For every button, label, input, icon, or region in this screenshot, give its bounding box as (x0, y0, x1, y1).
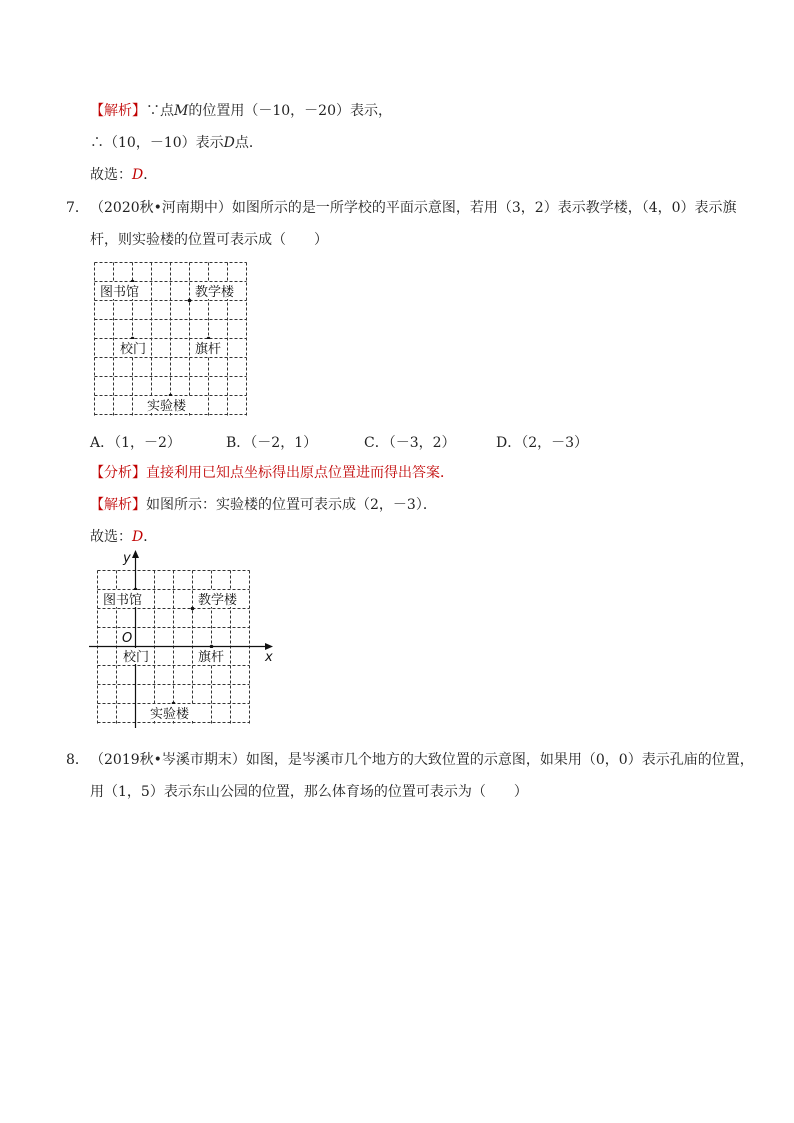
fenxi-text: 直接利用已知点坐标得出原点位置进而得出答案． (146, 465, 454, 481)
q7-stem-line2: 杆，则实验楼的位置可表示成（ ） (90, 232, 328, 248)
question-number-8: 8． (66, 752, 89, 768)
school-gate-label: 校门 (120, 342, 147, 357)
flagpole-label: 旗杆 (198, 650, 225, 665)
q6-therefore-line (90, 134, 263, 152)
jiexi-tag: 【解析】 (90, 497, 146, 513)
q8-stem-line2: 用（1，5）表示东山公园的位置，那么体育场的位置可表示为（ ） (90, 784, 528, 800)
q7-jiexi-line (90, 496, 437, 514)
question-number-7: 7． (66, 200, 89, 216)
q7-answer-line (90, 528, 157, 546)
answer-prefix: 故选： (90, 167, 132, 183)
point-d-label: D (223, 135, 235, 151)
school-map-figure (94, 262, 250, 416)
answer-suffix: ． (143, 167, 158, 183)
library-label: 图书馆 (100, 285, 140, 300)
analysis-text-2: 的位置用（－10，－20）表示， (188, 103, 392, 119)
answer-prefix: 故选： (90, 529, 132, 545)
answer-choice: D (132, 167, 144, 183)
option-b: B．（－2，1） (226, 435, 318, 451)
x-axis-arrow (265, 643, 273, 650)
fenxi-tag: 【分析】 (90, 465, 146, 481)
teaching-building-label: 教学楼 (195, 285, 235, 300)
teaching-building-label: 教学楼 (198, 593, 238, 608)
therefore-text: ∴（10，－10）表示 (90, 135, 224, 151)
flagpole-label: 旗杆 (195, 342, 222, 357)
analysis-text: ∵点 (146, 103, 174, 119)
point-m-label: M (174, 103, 189, 119)
jiexi-text: 如图所示：实验楼的位置可表示成（2，－3）． (146, 497, 437, 513)
origin-label: O (122, 631, 133, 646)
q6-answer-line (90, 166, 157, 184)
library-label: 图书馆 (103, 593, 143, 608)
lab-building-label: 实验楼 (150, 707, 190, 722)
option-d: D．（2，－3） (496, 435, 589, 451)
option-c: C．（－3，2） (364, 435, 456, 451)
y-axis-arrow (132, 550, 139, 558)
q6-analysis-line (90, 102, 392, 120)
answer-suffix: ． (143, 529, 158, 545)
school-map-with-axes-figure (88, 548, 278, 728)
x-axis-label: x (265, 650, 273, 665)
lab-building-label: 实验楼 (147, 399, 187, 414)
q7-stem-line1: （2020秋•河南期中）如图所示的是一所学校的平面示意图，若用（3，2）表示教学楼，（4，0）表示旗 (90, 200, 737, 216)
y-axis-label: y (123, 551, 131, 566)
q8-stem-line1: （2019秋•岑溪市期末）如图，是岑溪市几个地方的大致位置的示意图，如果用（0，0）表示孔庙的位置， (90, 752, 754, 768)
answer-choice: D (132, 529, 144, 545)
therefore-text-2: 点． (234, 135, 263, 151)
q7-fenxi-line (90, 464, 454, 482)
school-gate-label: 校门 (123, 650, 150, 665)
analysis-tag: 【解析】 (90, 103, 146, 119)
option-a: A．（1，－2） (90, 435, 181, 451)
